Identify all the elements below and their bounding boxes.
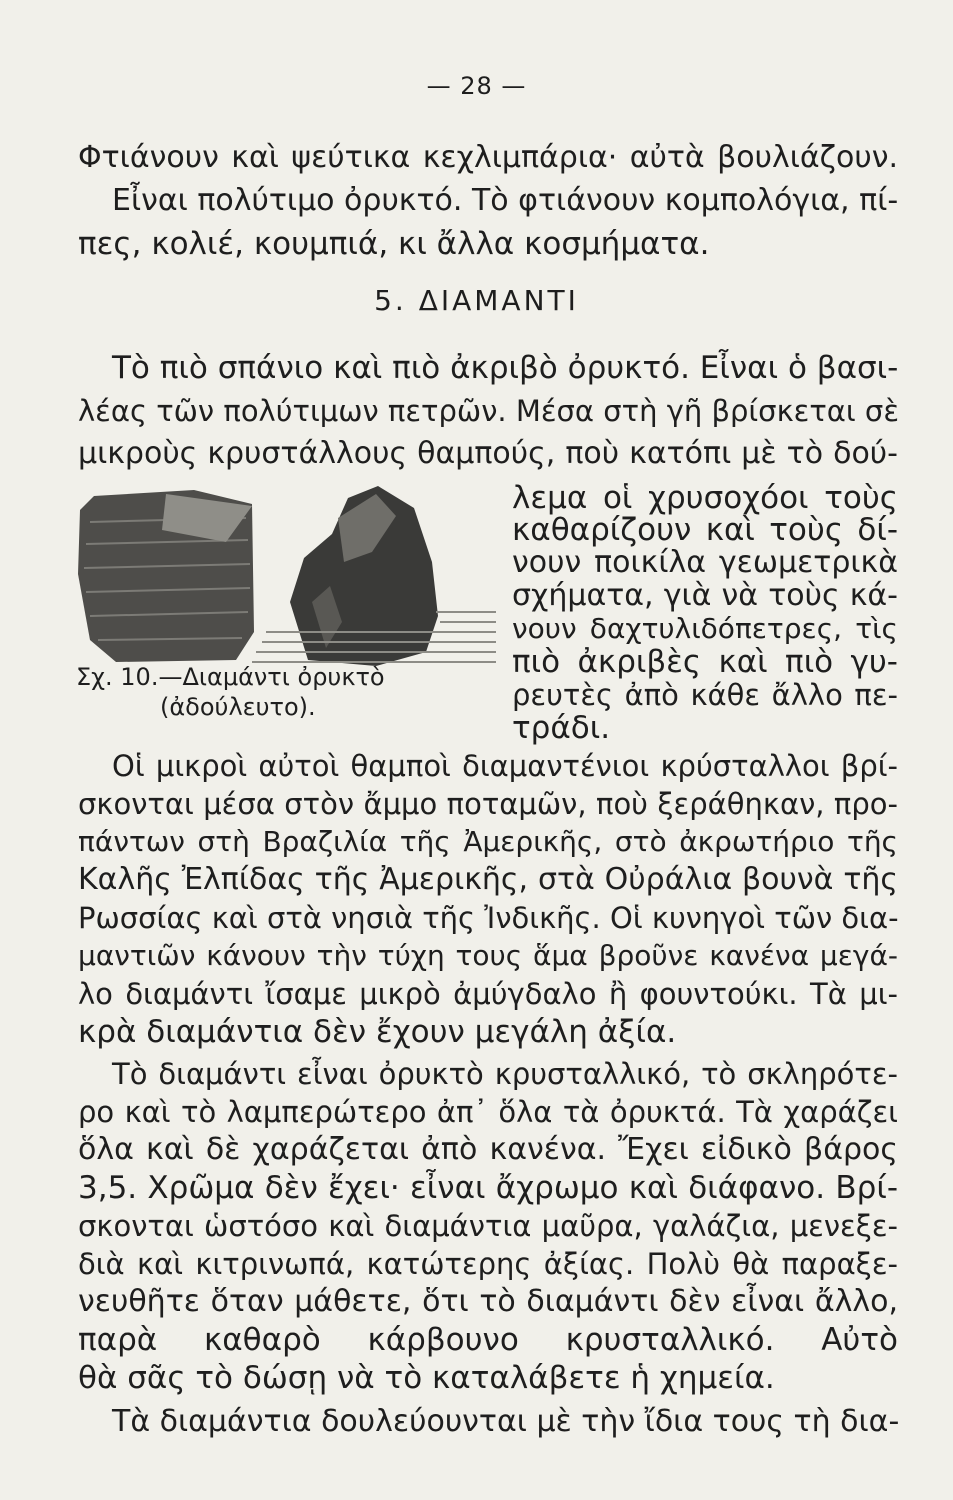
text-line: σκονται ὡστόσο καὶ διαμάντια μαῦρα, γαλάζια, μενεξε-	[78, 1209, 898, 1243]
text-line: διὰ καὶ κιτρινωπά, κατώτερης ἀξίας. Πολὺ θὰ παραξε-	[78, 1247, 898, 1281]
text-line: Τὸ διαμάντι εἶναι ὀρυκτὸ κρυσταλλικό, τὸ σκληρότε-	[112, 1057, 898, 1091]
diamond-figure	[76, 482, 496, 672]
text-line: πάντων στὴ Βραζιλία τῆς Ἀμερικῆς, στὸ ἀκρωτήριο τῆς	[78, 825, 898, 858]
text-line: παρὰ καθαρὸ κάρβουνο κρυσταλλικό. Αὐτὸ	[78, 1322, 898, 1358]
text-line: λο διαμάντι ἴσαμε μικρὸ ἀμύγδαλο ἢ φουντούκι. Τὰ μι-	[78, 977, 898, 1011]
text-line: σχήματα, γιὰ νὰ τοὺς κά-	[512, 578, 898, 613]
text-line: λέας τῶν πολύτιμων πετρῶν. Μέσα στὴ γῆ βρίσκεται σὲ	[78, 394, 899, 428]
text-line: λεμα οἱ χρυσοχόοι τοὺς	[512, 480, 898, 516]
text-line: κρὰ διαμάντια δὲν ἔχουν μεγάλη ἀξία.	[78, 1014, 677, 1050]
text-line: 3,5. Χρῶμα δὲν ἔχει· εἶναι ἄχρωμο καὶ διάφανο. Βρί-	[78, 1170, 898, 1206]
text-line: Φτιάνουν καὶ ψεύτικα κεχλιμπάρια· αὐτὰ βουλιάζουν.	[78, 140, 898, 175]
text-line: ὅλα καὶ δὲ χαράζεται ἀπὸ κανένα. Ἔχει εἰδικὸ βάρος	[78, 1132, 898, 1167]
figure-caption-sub: (ἀδούλευτο).	[160, 693, 316, 721]
text-line: σκονται μέσα στὸν ἄμμο ποταμῶν, ποὺ ξεράθηκαν, προ-	[78, 787, 898, 821]
text-line: νευθῆτε ὅταν μάθετε, ὅτι τὸ διαμάντι δὲν εἶναι ἄλλο,	[78, 1284, 898, 1319]
text-line: Τὰ διαμάντια δουλεύουνται μὲ τὴν ἴδια τους τὴ δια-	[112, 1404, 900, 1439]
section-title: 5. ΔΙΑΜΑΝΤΙ	[374, 284, 579, 317]
text-line: πιὸ ἀκριβὲς καὶ πιὸ γυ-	[512, 644, 898, 680]
text-line: μικροὺς κρυστάλλους θαμπούς, ποὺ κατόπι μὲ τὸ δού-	[78, 436, 898, 471]
text-line: καθαρίζουν καὶ τοὺς δί-	[512, 512, 898, 548]
text-line: Καλῆς Ἐλπίδας τῆς Ἀμερικῆς, στὰ Οὐράλια βουνὰ τῆς	[78, 862, 898, 897]
text-line: τράδι.	[512, 710, 611, 746]
text-line: ρο καὶ τὸ λαμπερώτερο ἀπ᾽ ὅλα τὰ ὀρυκτά. Τὰ χαράζει	[78, 1095, 898, 1129]
text-line: πες, κολιέ, κουμπιά, κι ἄλλα κοσμήματα.	[78, 226, 710, 262]
text-line: Τὸ πιὸ σπάνιο καὶ πιὸ ἀκριβὸ ὀρυκτό. Εἶναι ὁ βασι-	[112, 350, 899, 386]
text-line: Εἶναι πολύτιμο ὀρυκτό. Τὸ φτιάνουν κομπολόγια, πί-	[112, 183, 899, 218]
text-line: Οἱ μικροὶ αὐτοὶ θαμποὶ διαμαντένιοι κρύσταλλοι βρί-	[112, 749, 898, 783]
text-line: νουν δαχτυλιδόπετρες, τὶς	[512, 612, 898, 645]
text-line: Ρωσσίας καὶ στὰ νησιὰ τῆς Ἰνδικῆς. Οἱ κυνηγοὶ τῶν δια-	[78, 901, 899, 935]
page-number: — 28 —	[426, 72, 527, 100]
text-line: νουν ποικίλα γεωμετρικὰ	[512, 545, 898, 580]
text-line: θὰ σᾶς τὸ δώσῃ νὰ τὸ καταλάβετε ἡ χημεία.	[78, 1360, 775, 1396]
figure-caption: Σχ. 10.—Διαμάντι ὀρυκτὸ	[76, 663, 385, 691]
text-line: ρευτὲς ἀπὸ κάθε ἄλλο πε-	[512, 678, 898, 712]
text-line: μαντιῶν κάνουν τὴν τύχη τους ἅμα βροῦνε κανένα μεγά-	[78, 939, 898, 972]
